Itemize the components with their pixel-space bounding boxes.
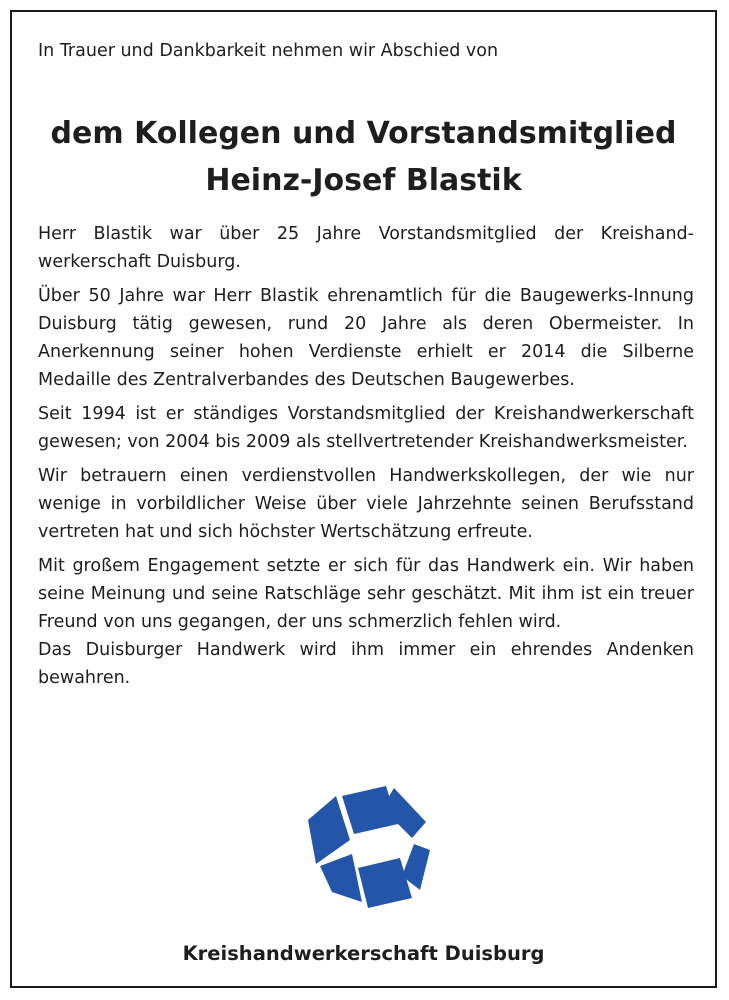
paragraph-engagement: Mit großem Engagement setzte er sich für das Handwerk ein. Wir haben seine Meinung und seine Ratschläge sehr geschätzt. Mit ihm ist ein treuer Freund von uns gegangen, der uns schmerzlich fehlen wird. <box>38 556 694 632</box>
logo-square-left <box>308 796 350 864</box>
notice-title <box>12 110 715 204</box>
logo-square-bottom-left <box>320 854 362 902</box>
paragraph-remembrance: Das Duisburger Handwerk wird ihm immer ein ehrendes Andenken bewahren. <box>38 640 694 688</box>
intro-text: In Trauer und Dankbarkeit nehmen wir Abschied von <box>38 41 499 61</box>
paragraph-mourning: Wir betrauern einen verdienstvollen Handwerkskollegen, der wie nur wenige in vorbildlicher Weise über viele Jahrzehnte seinen Berufsstand vertreten hat und sich höchster Wertschätzung erfreute. <box>38 466 694 542</box>
kreishandwerkerschaft-logo <box>302 780 436 914</box>
paragraph-guild-service: Über 50 Jahre war Herr Blastik ehrenamtlich für die Baugewerks-Innung Duisburg tätig gewesen, rund 20 Jahre als deren Obermeister. In Anerkennung seiner hohen Verdienste erhielt er 2014 die Silberne Medaille des Zentralverbandes des Deutschen Baugewerbes. <box>38 286 694 390</box>
obituary-notice <box>10 10 717 988</box>
title-line-role: dem Kollegen und Vorstandsmitglied <box>50 116 677 151</box>
signature: Kreishandwerkerschaft Duisburg <box>182 942 545 965</box>
paragraph-board-membership: Herr Blastik war über 25 Jahre Vorstandsmitglied der Kreishandwerkerschaft Duisburg. <box>38 224 694 272</box>
paragraph-vice-master: Seit 1994 ist er ständiges Vorstandsmitglied der Kreishandwerkerschaft gewesen; von 2004 bis 2009 als stellvertretender Kreishandwerksmeister. <box>38 404 694 452</box>
notice-body <box>38 220 694 692</box>
logo-square-bottom <box>358 858 412 908</box>
title-line-name: Heinz-Josef Blastik <box>205 163 522 198</box>
